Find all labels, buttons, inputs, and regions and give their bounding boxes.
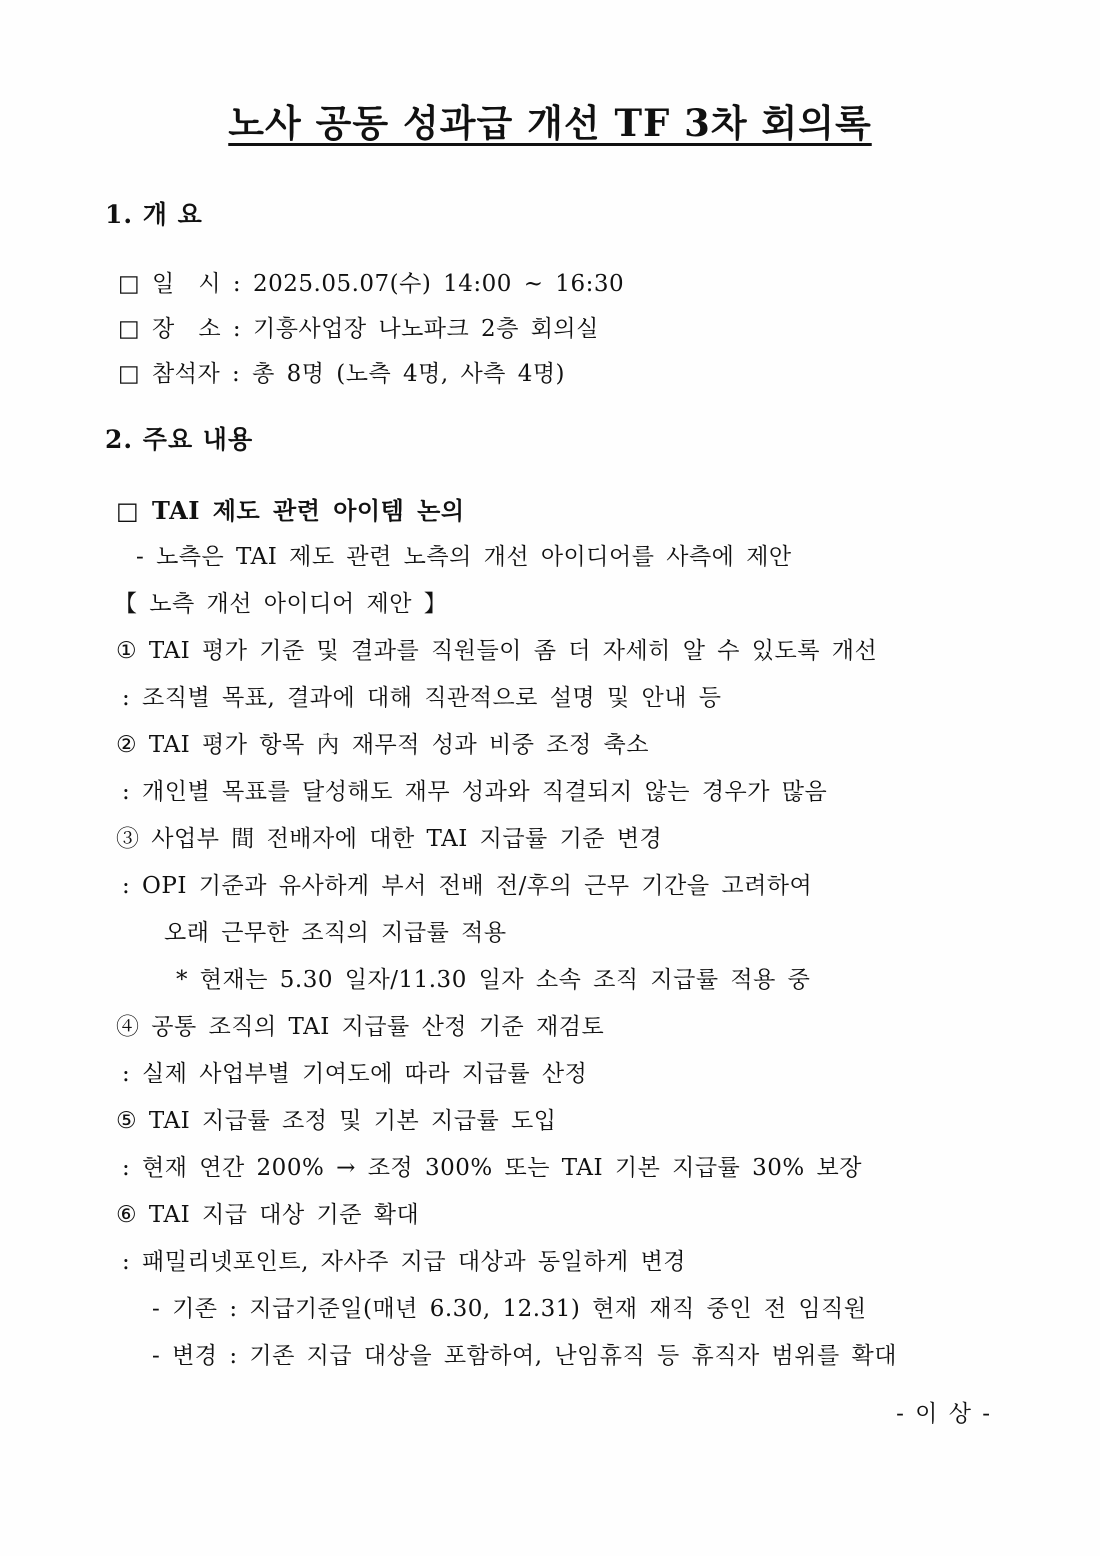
line-item3-title: ③ 사업부 間 전배자에 대한 TAI 지급률 기준 변경 bbox=[116, 826, 663, 852]
overview-items bbox=[100, 262, 1000, 397]
line-item3-detail-1: : OPI 기준과 유사하게 부서 전배 전/후의 근무 기간을 고려하여 bbox=[122, 873, 813, 899]
line-item6-before: - 기존 : 지급기준일(매년 6.30, 12.31) 현재 재직 중인 전 임직원 bbox=[152, 1296, 867, 1322]
line-item5-title: ⑤ TAI 지급률 조정 및 기본 지급률 도입 bbox=[116, 1108, 557, 1134]
line-proposal-intro: - 노측은 TAI 제도 관련 노측의 개선 아이디어를 사측에 제안 bbox=[136, 544, 792, 570]
line-item4-title: ④ 공통 조직의 TAI 지급률 산정 기준 재검토 bbox=[116, 1014, 605, 1040]
line-item6-after: - 변경 : 기존 지급 대상을 포함하여, 난임휴직 등 휴직자 범위를 확대 bbox=[152, 1343, 897, 1369]
meeting-attendees: □ 참석자 : 총 8명 (노측 4명, 사측 4명) bbox=[118, 361, 566, 387]
document-title: 노사 공동 성과급 개선 TF 3차 회의록 bbox=[228, 101, 872, 145]
line-item1-detail: : 조직별 목표, 결과에 대해 직관적으로 설명 및 안내 등 bbox=[122, 685, 722, 711]
line-item6-title: ⑥ TAI 지급 대상 기준 확대 bbox=[116, 1202, 420, 1228]
line-item1-title: ① TAI 평가 기준 및 결과를 직원들이 좀 더 자세히 알 수 있도록 개선 bbox=[116, 638, 878, 664]
line-item3-note: * 현재는 5.30 일자/11.30 일자 소속 조직 지급률 적용 중 bbox=[176, 967, 811, 993]
section-overview bbox=[100, 198, 1000, 397]
line-item4-detail: : 실제 사업부별 기여도에 따라 지급률 산정 bbox=[122, 1061, 588, 1087]
meeting-datetime: □ 일 시 : 2025.05.07(수) 14:00 ~ 16:30 bbox=[118, 271, 625, 297]
line-item2-detail: : 개인별 목표를 달성해도 재무 성과와 직결되지 않는 경우가 많음 bbox=[122, 779, 828, 805]
line-item2-title: ② TAI 평가 항목 內 재무적 성과 비중 조정 축소 bbox=[116, 732, 649, 758]
section2-heading: 2. 주요 내용 bbox=[105, 425, 254, 454]
topic-heading-tai-discussion: □ TAI 제도 관련 아이템 논의 bbox=[116, 496, 465, 525]
section-main-content bbox=[100, 423, 1000, 1380]
section1-heading: 1. 개 요 bbox=[105, 200, 203, 229]
line-item5-detail: : 현재 연간 200% → 조정 300% 또는 TAI 기본 지급률 30% 보장 bbox=[122, 1155, 862, 1181]
line-item3-detail-2: 오래 근무한 조직의 지급률 적용 bbox=[164, 920, 507, 946]
line-ideas-header: 【 노측 개선 아이디어 제안 】 bbox=[114, 591, 448, 617]
meeting-location: □ 장 소 : 기흥사업장 나노파크 2층 회의실 bbox=[118, 316, 599, 342]
closing-mark: - 이 상 - bbox=[896, 1401, 990, 1427]
line-item6-detail: : 패밀리넷포인트, 자사주 지급 대상과 동일하게 변경 bbox=[122, 1249, 687, 1275]
